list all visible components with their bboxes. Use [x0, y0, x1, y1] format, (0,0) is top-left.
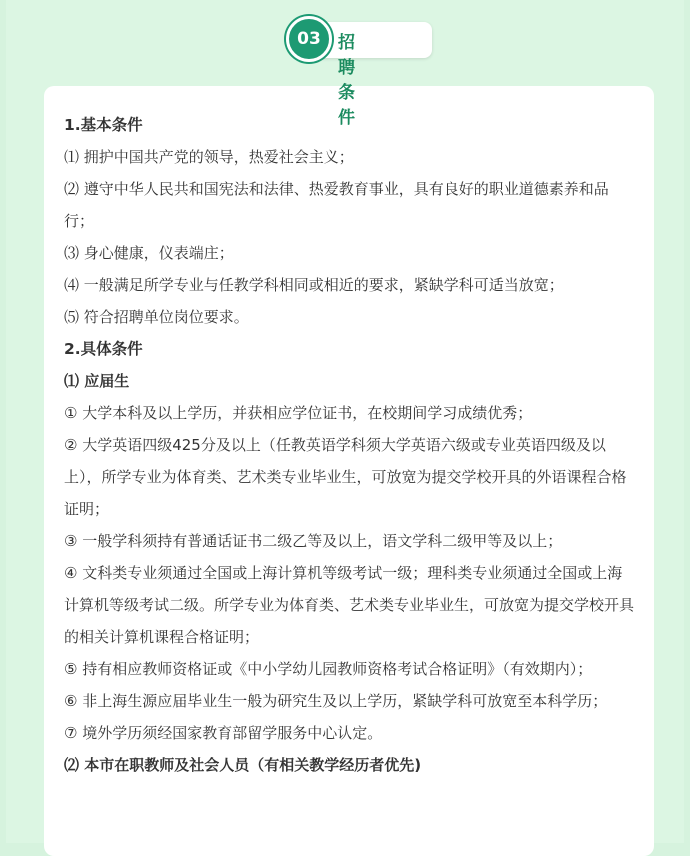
page-background [6, 0, 684, 843]
graduate-item: ① 大学本科及以上学历，并获相应学位证书，在校期间学习成绩优秀； [64, 404, 533, 422]
graduate-item: ⑤ 持有相应教师资格证或《中小学幼儿园教师资格考试合格证明》（有效期内）； [64, 660, 593, 678]
graduate-item: ⑥ 非上海生源应届毕业生一般为研究生及以上学历，紧缺学科可放宽至本科学历； [64, 692, 608, 710]
basic-item: ⑵ 遵守中华人民共和国宪法和法律、热爱教育事业，具有良好的职业道德素养和品行； [64, 180, 609, 230]
requirements-text [64, 109, 636, 781]
graduates-heading: ⑴ 应届生 [64, 372, 130, 390]
content-card [44, 86, 654, 856]
basic-conditions-heading: 1.基本条件 [64, 116, 143, 134]
basic-item: ⑶ 身心健康，仪表端庄； [64, 244, 234, 262]
basic-item: ⑷ 一般满足所学专业与任教学科相同或相近的要求，紧缺学科可适当放宽； [64, 276, 564, 294]
graduate-item: ④ 文科类专业须通过全国或上海计算机等级考试一级；理科类专业须通过全国或上海计算机等级考试二级。所学专业为体育类、艺术类专业毕业生，可放宽为提交学校开具的相关计算机课程合格证明； [64, 564, 635, 646]
section-number-badge [286, 16, 332, 62]
section-title: 招聘条件 [338, 33, 356, 128]
graduate-item: ② 大学英语四级425分及以上（任教英语学科须大学英语六级或专业英语四级及以上），所学专业为体育类、艺术类专业毕业生，可放宽为提交学校开具的外语课程合格证明； [64, 436, 627, 518]
basic-item: ⑴ 拥护中国共产党的领导，热爱社会主义； [64, 148, 354, 166]
incumbent-heading: ⑵ 本市在职教师及社会人员（有相关教学经历者优先) [64, 756, 422, 774]
basic-item: ⑸ 符合招聘单位岗位要求。 [64, 308, 249, 326]
graduate-item: ⑦ 境外学历须经国家教育部留学服务中心认定。 [64, 724, 383, 742]
graduate-item: ③ 一般学科须持有普通话证书二级乙等及以上，语文学科二级甲等及以上； [64, 532, 563, 550]
section-number: 03 [297, 29, 321, 49]
specific-conditions-heading: 2.具体条件 [64, 340, 143, 358]
